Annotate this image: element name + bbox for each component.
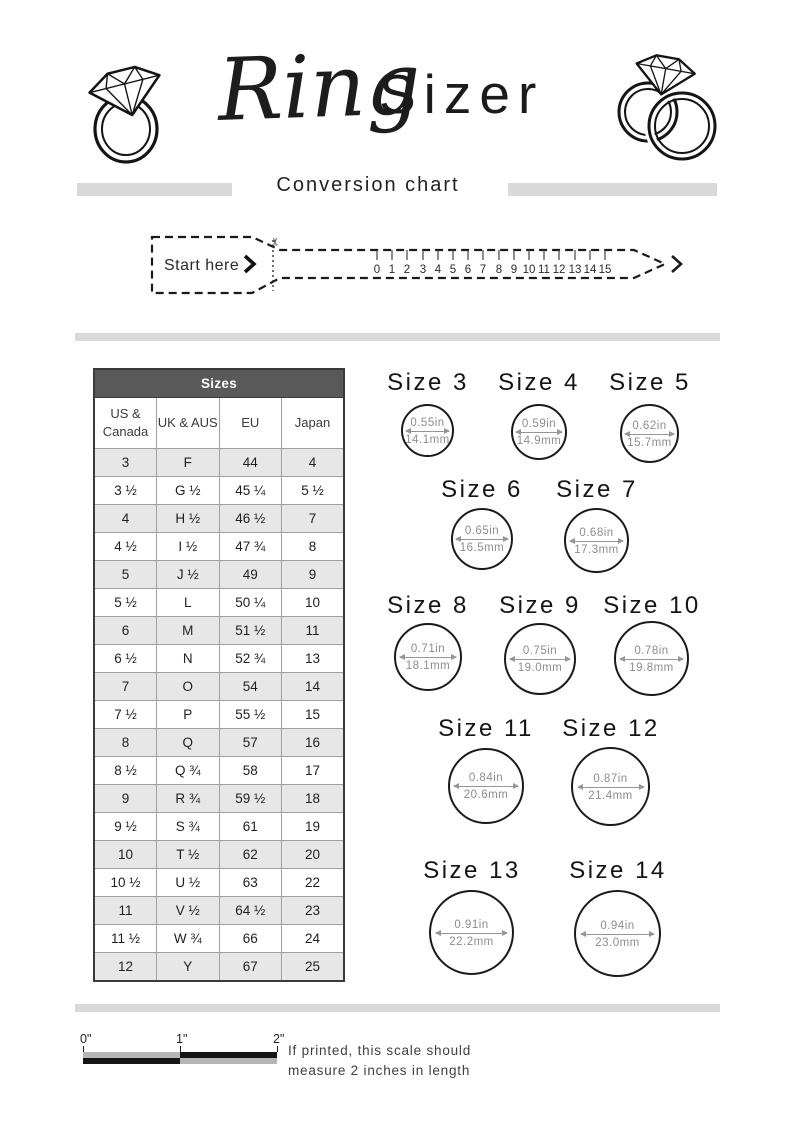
table-cell: 59 ½: [219, 785, 282, 813]
diameter-mm: 22.2mm: [449, 935, 494, 948]
section-divider: [75, 333, 720, 341]
diameter-mm: 19.0mm: [517, 662, 563, 674]
ruler-ticks: [377, 250, 605, 260]
diameter-inches: 0.94in: [600, 919, 635, 932]
table-cell: 44: [219, 449, 282, 477]
diameter-inches: 0.59in: [521, 418, 557, 430]
table-cell: S ¾: [157, 813, 220, 841]
diameter-inches: 0.65in: [464, 525, 500, 537]
table-cell: 23: [282, 897, 345, 925]
table-cell: 24: [282, 925, 345, 953]
print-scale: [80, 1032, 683, 1092]
table-cell: 7: [282, 505, 345, 533]
table-cell: 6: [94, 617, 157, 645]
table-cell: 8 ½: [94, 757, 157, 785]
table-cell: 52 ¾: [219, 645, 282, 673]
diameter-inches: 0.87in: [593, 772, 628, 785]
table-cell: 9 ½: [94, 813, 157, 841]
table-row: [94, 785, 344, 813]
table-cell: V ½: [157, 897, 220, 925]
scale-label-1: 1": [176, 1032, 188, 1046]
scale-label-2: 2": [273, 1032, 285, 1046]
diameter-arrow-icon: [578, 787, 644, 788]
table-row: [94, 841, 344, 869]
size-title: Size 8: [387, 592, 469, 619]
diameter-arrow-icon: [510, 659, 570, 660]
table-row: [94, 561, 344, 589]
table-cell: 5 ½: [282, 477, 345, 505]
table-row: [94, 897, 344, 925]
size-title: Size 3: [387, 369, 469, 396]
diameter-arrow-icon: [406, 431, 449, 432]
table-cell: N: [157, 645, 220, 673]
diameter-arrow-icon: [454, 786, 517, 787]
table-cell: 14: [282, 673, 345, 701]
table-row: [94, 617, 344, 645]
ruler-number: 13: [568, 264, 582, 276]
table-cell: 22: [282, 869, 345, 897]
table-row: [94, 645, 344, 673]
table-cell: 12: [94, 953, 157, 982]
table-cell: 46 ½: [219, 505, 282, 533]
table-cell: 63: [219, 869, 282, 897]
size-title: Size 11: [438, 715, 534, 742]
diameter-arrow-icon: [456, 539, 507, 540]
size-circle: [620, 404, 679, 463]
diameter-inches: 0.84in: [468, 772, 504, 784]
size-circle: [448, 748, 524, 824]
print-note-line1: If printed, this scale should: [288, 1043, 472, 1058]
table-title: Sizes: [94, 369, 344, 398]
diameter-mm: 15.7mm: [627, 436, 672, 449]
table-cell: Q: [157, 729, 220, 757]
ruler-number: 8: [495, 264, 503, 276]
diameter-inches: 0.75in: [522, 645, 558, 657]
subtitle-bar-left: [77, 183, 232, 196]
subtitle: Conversion chart: [276, 174, 460, 196]
diameter-mm: 14.1mm: [405, 433, 450, 446]
ruler-number: 14: [583, 264, 597, 276]
table-cell: 3: [94, 449, 157, 477]
scissors-icon: ✂: [270, 237, 282, 247]
ruler-numbers: [374, 264, 612, 276]
print-note: [288, 1041, 471, 1081]
diameter-mm: 19.8mm: [629, 661, 674, 674]
table-cell: 49: [219, 561, 282, 589]
size-title: Size 6: [441, 476, 523, 503]
size-title: Size 12: [562, 715, 660, 742]
table-cell: 5 ½: [94, 589, 157, 617]
table-cell: 17: [282, 757, 345, 785]
table-title-row: [94, 369, 344, 398]
table-cell: P: [157, 701, 220, 729]
table-cell: L: [157, 589, 220, 617]
table-cell: 66: [219, 925, 282, 953]
table-cell: 13: [282, 645, 345, 673]
table-cell: 11 ½: [94, 925, 157, 953]
table-row: [94, 477, 344, 505]
size-circle: [504, 623, 576, 695]
page-title: Sizer: [379, 63, 545, 125]
size-title: Size 14: [569, 857, 667, 884]
table-cell: M: [157, 617, 220, 645]
table-row: [94, 701, 344, 729]
table-cell: 51 ½: [219, 617, 282, 645]
table-row: [94, 505, 344, 533]
table-cell: 10 ½: [94, 869, 157, 897]
size-title: Size 10: [603, 592, 701, 619]
ruler-number: 7: [479, 264, 487, 276]
ruler-number: 2: [403, 264, 411, 276]
table-cell: I ½: [157, 533, 220, 561]
ruler-number: 5: [449, 264, 457, 276]
table-cell: 67: [219, 953, 282, 982]
table-cell: 10: [282, 589, 345, 617]
diameter-arrow-icon: [436, 933, 507, 934]
col-uk-aus: UK & AUS: [157, 398, 220, 449]
table-cell: 16: [282, 729, 345, 757]
start-here-chevron-icon: [245, 256, 254, 272]
size-title: Size 5: [609, 369, 691, 396]
ruler-number: 11: [538, 264, 550, 276]
table-row: [94, 813, 344, 841]
table-cell: 7: [94, 673, 157, 701]
table-cell: 10: [94, 841, 157, 869]
diameter-arrow-icon: [625, 434, 673, 435]
scale-label-0: 0": [80, 1032, 92, 1046]
diameter-mm: 20.6mm: [463, 789, 509, 801]
table-cell: 25: [282, 953, 345, 982]
double-rings-icon: [608, 42, 722, 164]
col-japan: Japan: [282, 398, 345, 449]
table-row: [94, 925, 344, 953]
diameter-inches: 0.71in: [410, 643, 446, 655]
table-cell: 55 ½: [219, 701, 282, 729]
diamond-ring-icon: [72, 58, 176, 166]
table-cell: R ¾: [157, 785, 220, 813]
table-row: [94, 589, 344, 617]
size-title: Size 13: [423, 857, 521, 884]
table-cell: J ½: [157, 561, 220, 589]
size-circle: [564, 508, 629, 573]
diameter-arrow-icon: [570, 541, 624, 542]
ruler-number: 10: [522, 264, 536, 276]
table-cell: 4: [282, 449, 345, 477]
table-cell: 8: [282, 533, 345, 561]
table-cell: 9: [94, 785, 157, 813]
ruler-number: 15: [598, 264, 612, 276]
table-cell: 18: [282, 785, 345, 813]
table-cell: 62: [219, 841, 282, 869]
table-cell: 47 ¾: [219, 533, 282, 561]
ruler-number: 1: [388, 264, 396, 276]
table-cell: Q ¾: [157, 757, 220, 785]
size-circle: [614, 621, 689, 696]
table-cell: 5: [94, 561, 157, 589]
table-cell: 58: [219, 757, 282, 785]
ruler-number: 12: [552, 264, 566, 276]
size-circle: [511, 404, 567, 460]
size-circle: [574, 890, 661, 977]
table-cell: O: [157, 673, 220, 701]
table-cell: T ½: [157, 841, 220, 869]
table-cell: 9: [282, 561, 345, 589]
diameter-arrow-icon: [516, 432, 562, 433]
table-cell: U ½: [157, 869, 220, 897]
page-title-script: Ring: [216, 33, 423, 141]
print-note-line2: measure 2 inches in length: [288, 1063, 471, 1078]
size-circle: [401, 404, 454, 457]
scale-segment: [180, 1058, 277, 1064]
size-circle: [451, 508, 513, 570]
section-divider: [75, 1004, 720, 1012]
scale-tick: [277, 1046, 278, 1052]
diameter-mm: 14.9mm: [516, 435, 562, 447]
sizes-table: [93, 368, 345, 982]
table-row: [94, 729, 344, 757]
table-header-row: [94, 398, 344, 449]
table-cell: 45 ¼: [219, 477, 282, 505]
sizer-arrow-tip-icon: [672, 256, 681, 272]
size-title: Size 9: [499, 592, 581, 619]
table-cell: 4: [94, 505, 157, 533]
diameter-inches: 0.68in: [579, 526, 614, 539]
diameter-mm: 16.5mm: [459, 542, 505, 554]
table-cell: 54: [219, 673, 282, 701]
table-cell: 8: [94, 729, 157, 757]
scale-segment: [83, 1058, 180, 1064]
size-circle: [429, 890, 514, 975]
table-cell: W ¾: [157, 925, 220, 953]
table-row: [94, 869, 344, 897]
start-here-label: Start here: [164, 257, 240, 274]
ring-sizer-tool: [140, 225, 690, 305]
diameter-mm: 23.0mm: [595, 936, 640, 949]
size-circle: [394, 623, 462, 691]
table-cell: 15: [282, 701, 345, 729]
diameter-mm: 17.3mm: [574, 543, 619, 556]
table-cell: F: [157, 449, 220, 477]
table-row: [94, 533, 344, 561]
table-row: [94, 673, 344, 701]
table-cell: Y: [157, 953, 220, 982]
diameter-arrow-icon: [400, 657, 456, 658]
ruler-number: 0: [373, 264, 381, 276]
table-cell: 19: [282, 813, 345, 841]
size-title: Size 7: [556, 476, 638, 503]
diameter-mm: 21.4mm: [588, 789, 633, 802]
size-circle: [571, 747, 650, 826]
ruler-number: 4: [434, 264, 442, 276]
table-cell: 20: [282, 841, 345, 869]
table-row: [94, 449, 344, 477]
ruler-number: 6: [464, 264, 472, 276]
table-cell: 6 ½: [94, 645, 157, 673]
table-cell: 11: [94, 897, 157, 925]
ruler-number: 3: [419, 264, 427, 276]
table-row: [94, 757, 344, 785]
table-cell: H ½: [157, 505, 220, 533]
subtitle-bar-right: [508, 183, 717, 196]
table-cell: G ½: [157, 477, 220, 505]
diameter-arrow-icon: [620, 659, 683, 660]
diameter-inches: 0.78in: [634, 644, 669, 657]
table-cell: 64 ½: [219, 897, 282, 925]
table-row: [94, 953, 344, 982]
table-cell: 7 ½: [94, 701, 157, 729]
table-cell: 4 ½: [94, 533, 157, 561]
table-cell: 50 ¼: [219, 589, 282, 617]
table-cell: 57: [219, 729, 282, 757]
diameter-inches: 0.91in: [454, 918, 489, 931]
diameter-arrow-icon: [581, 934, 654, 935]
diameter-inches: 0.62in: [632, 419, 667, 432]
diameter-mm: 18.1mm: [405, 660, 451, 672]
table-cell: 61: [219, 813, 282, 841]
ruler-number: 9: [510, 264, 518, 276]
diameter-inches: 0.55in: [410, 416, 445, 429]
size-title: Size 4: [498, 369, 580, 396]
col-us-canada: US & Canada: [94, 398, 157, 449]
col-eu: EU: [219, 398, 282, 449]
table-cell: 3 ½: [94, 477, 157, 505]
table-cell: 11: [282, 617, 345, 645]
